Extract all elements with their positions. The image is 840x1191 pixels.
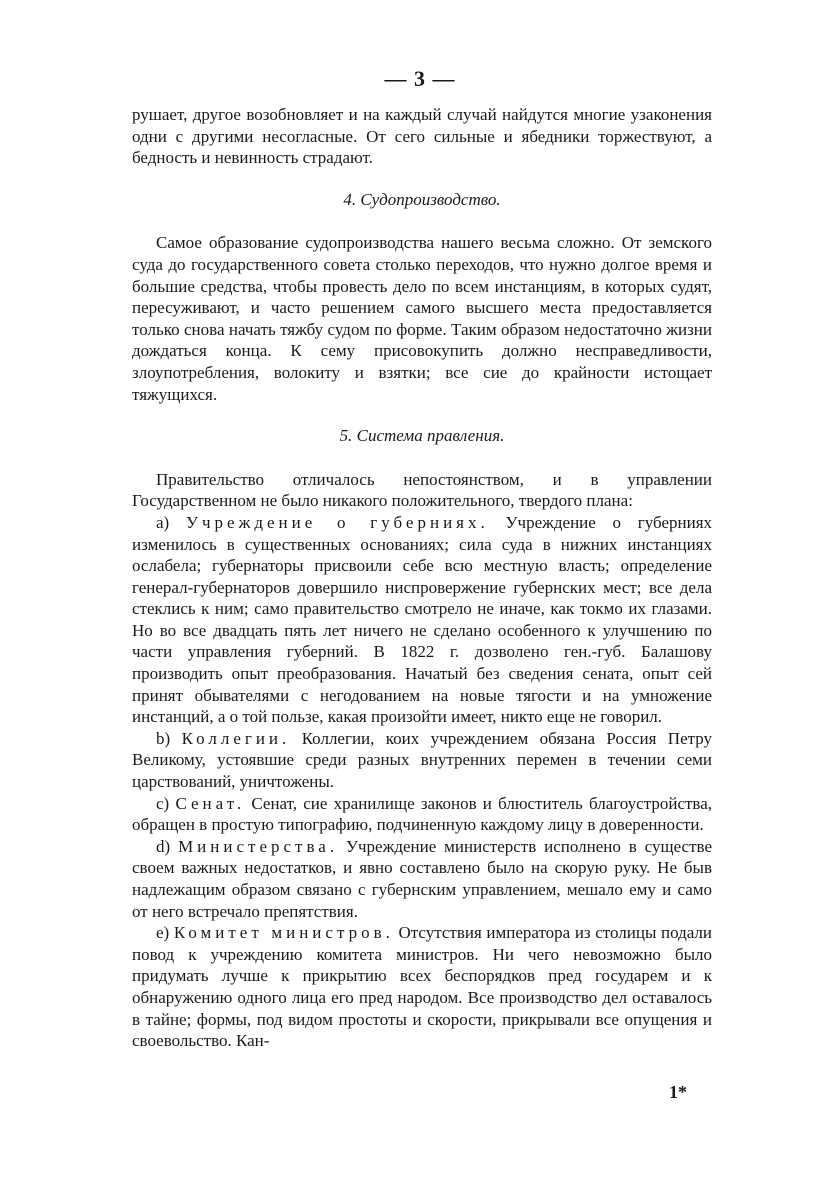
item-marker: d) (156, 836, 171, 856)
item-marker: c) (156, 793, 170, 813)
item-text: Учреждение министерств исполнено в существе своем важных недостатков, и явно составлено было на скорую руку. Не быв надлежащим образом связано с губернским управлением, мешало ему и само от него встречало препятствия. (132, 836, 713, 921)
item-text: Учреждение о губерниях изменилось в существенных основаниях; сила суда в нижних инстанциях ослабела; губернаторы присвоили себе всю местную власть; определение генерал-губернаторов довершило ниспровержение губернских мест; все дела стеклись к ним; само правительство смотрело не иначе, как токмо их глазами. Но во все двадцать пять лет ничего не сделано особенного к улучшению по части управления губерний. В 1822 г. дозволено ген.-губ. Балашову производить опыт преобразования. Начатый без сведения сената, опыт сей принят обывателями с негодованием на новые тягости и на умножение инстанций, а о той пользе, какая произойти имеет, никто еще не говорил. (132, 512, 713, 727)
item-b (132, 728, 712, 793)
item-heading: Министерства. (178, 836, 339, 856)
item-marker: а) (156, 512, 170, 532)
item-text: Отсутствия императора из столицы подали повод к учреждению комитета министров. Ни чего невозможно было придумать лучше к прикрытию всех беспорядков пред государем и к обнаружению одного лица его пред народом. Все производство дел оставалось в тайне; формы, под видом простоты и скорости, прикрывали все опущения и своевольство. Кан- (132, 923, 713, 1051)
item-e (132, 922, 712, 1052)
section-4-title: 4. Судопроизводство. (343, 189, 501, 209)
signature-mark: 1* (669, 1082, 687, 1102)
item-heading: Сенат. (175, 793, 246, 813)
section-4-text: Самое образование судопроизводства нашего весьма сложно. От земского суда до государственного совета столько переходов, что нужно долгое время и большие средства, чтобы провесть дело по всем инстанциям, в которых судят, пересуживают, и часто решением самого высшего места предоставляется только снова начать тяжбу судом по форме. Таким образом недостаточно жизни дождаться конца. К сему присовокупить должно несправедливости, злоупотребления, волокиту и взятки; все сие до крайности истощает тяжущихся. (132, 233, 712, 404)
item-marker: e) (156, 923, 170, 943)
item-c (132, 793, 712, 836)
section-5-intro: Правительство отличалось непостоянством, и в управлении Государственном не было никакого положительного, твердого плана: (132, 469, 712, 511)
item-heading: Коллегии. (181, 728, 291, 748)
intro-paragraph: рушает, другое возобновляет и на каждый случай найдутся многие узаконения одни с другими несогласные. От сего сильные и ябедники торжествуют, а бедность и невинность страдают. (132, 105, 712, 168)
page-body (132, 104, 712, 1052)
item-a (132, 512, 712, 728)
item-d (132, 836, 712, 922)
item-heading: Учреждение о губерниях. (185, 512, 489, 532)
item-text: Сенат, сие хранилище законов и блюститель благоустройства, обращен в простую типографию, подчиненную каждому лицу в доверенности. (132, 793, 713, 835)
item-text: Коллегии, коих учреждением обязана Россия Петру Великому, устоявшие среди разных внутренних перемен в течении семи царствований, уничтожены. (132, 728, 713, 792)
item-heading: Комитет министров. (173, 923, 394, 943)
section-5-title: 5. Система правления. (339, 426, 505, 446)
item-marker: b) (156, 728, 171, 748)
page-number: — 3 — (384, 66, 456, 91)
